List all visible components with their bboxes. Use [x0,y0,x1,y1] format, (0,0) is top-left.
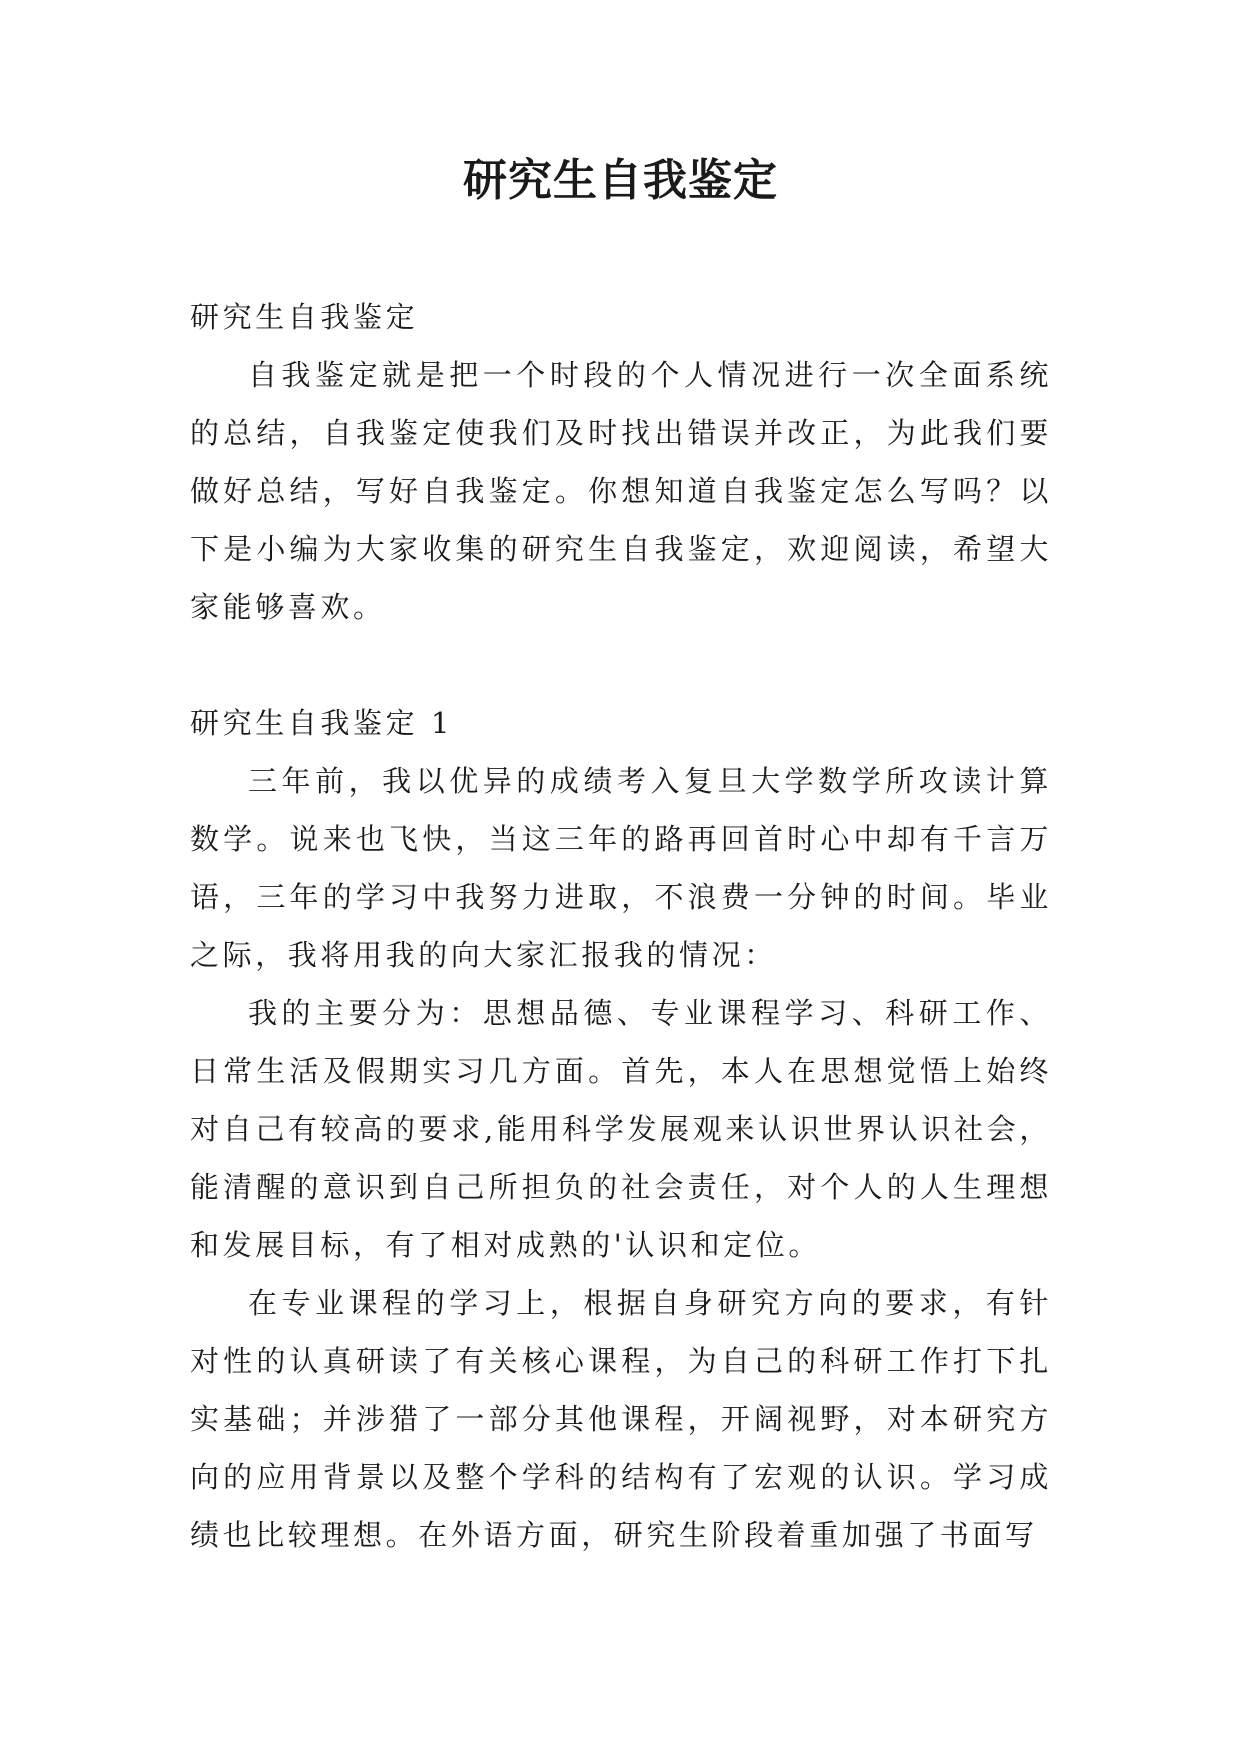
paragraph-2: 我的主要分为：思想品德、专业课程学习、科研工作、日常生活及假期实习几方面。首先，本人在思想觉悟上始终对自己有较高的要求,能用科学发展观来认识世界认识社会，能清醒的意识到自己所担负的社会责任，对个人的人生理想和发展目标，有了相对成熟的'认识和定位。 [190,996,1052,1262]
document-title: 研究生自我鉴定 [463,155,778,206]
section-gap [190,636,1052,694]
document-body [190,288,1052,1564]
section-heading-intro: 研究生自我鉴定 [190,300,419,334]
section-heading-1: 研究生自我鉴定 1 [190,706,454,740]
intro-paragraph: 自我鉴定就是把一个时段的个人情况进行一次全面系统的总结，自我鉴定使我们及时找出错误并改正，为此我们要做好总结，写好自我鉴定。你想知道自我鉴定怎么写吗？以下是小编为大家收集的研究生自我鉴定，欢迎阅读，希望大家能够喜欢。 [190,358,1052,624]
paragraph-3: 在专业课程的学习上，根据自身研究方向的要求，有针对性的认真研读了有关核心课程，为自己的科研工作打下扎实基础；并涉猎了一部分其他课程，开阔视野，对本研究方向的应用背景以及整个学科的结构有了宏观的认识。学习成绩也比较理想。在外语方面，研究生阶段着重加强了书面写 [190,1286,1052,1552]
paragraph-1: 三年前，我以优异的成绩考入复旦大学数学所攻读计算数学。说来也飞快，当这三年的路再回首时心中却有千言万语，三年的学习中我努力进取，不浪费一分钟的时间。毕业之际，我将用我的向大家汇报我的情况： [190,764,1052,972]
